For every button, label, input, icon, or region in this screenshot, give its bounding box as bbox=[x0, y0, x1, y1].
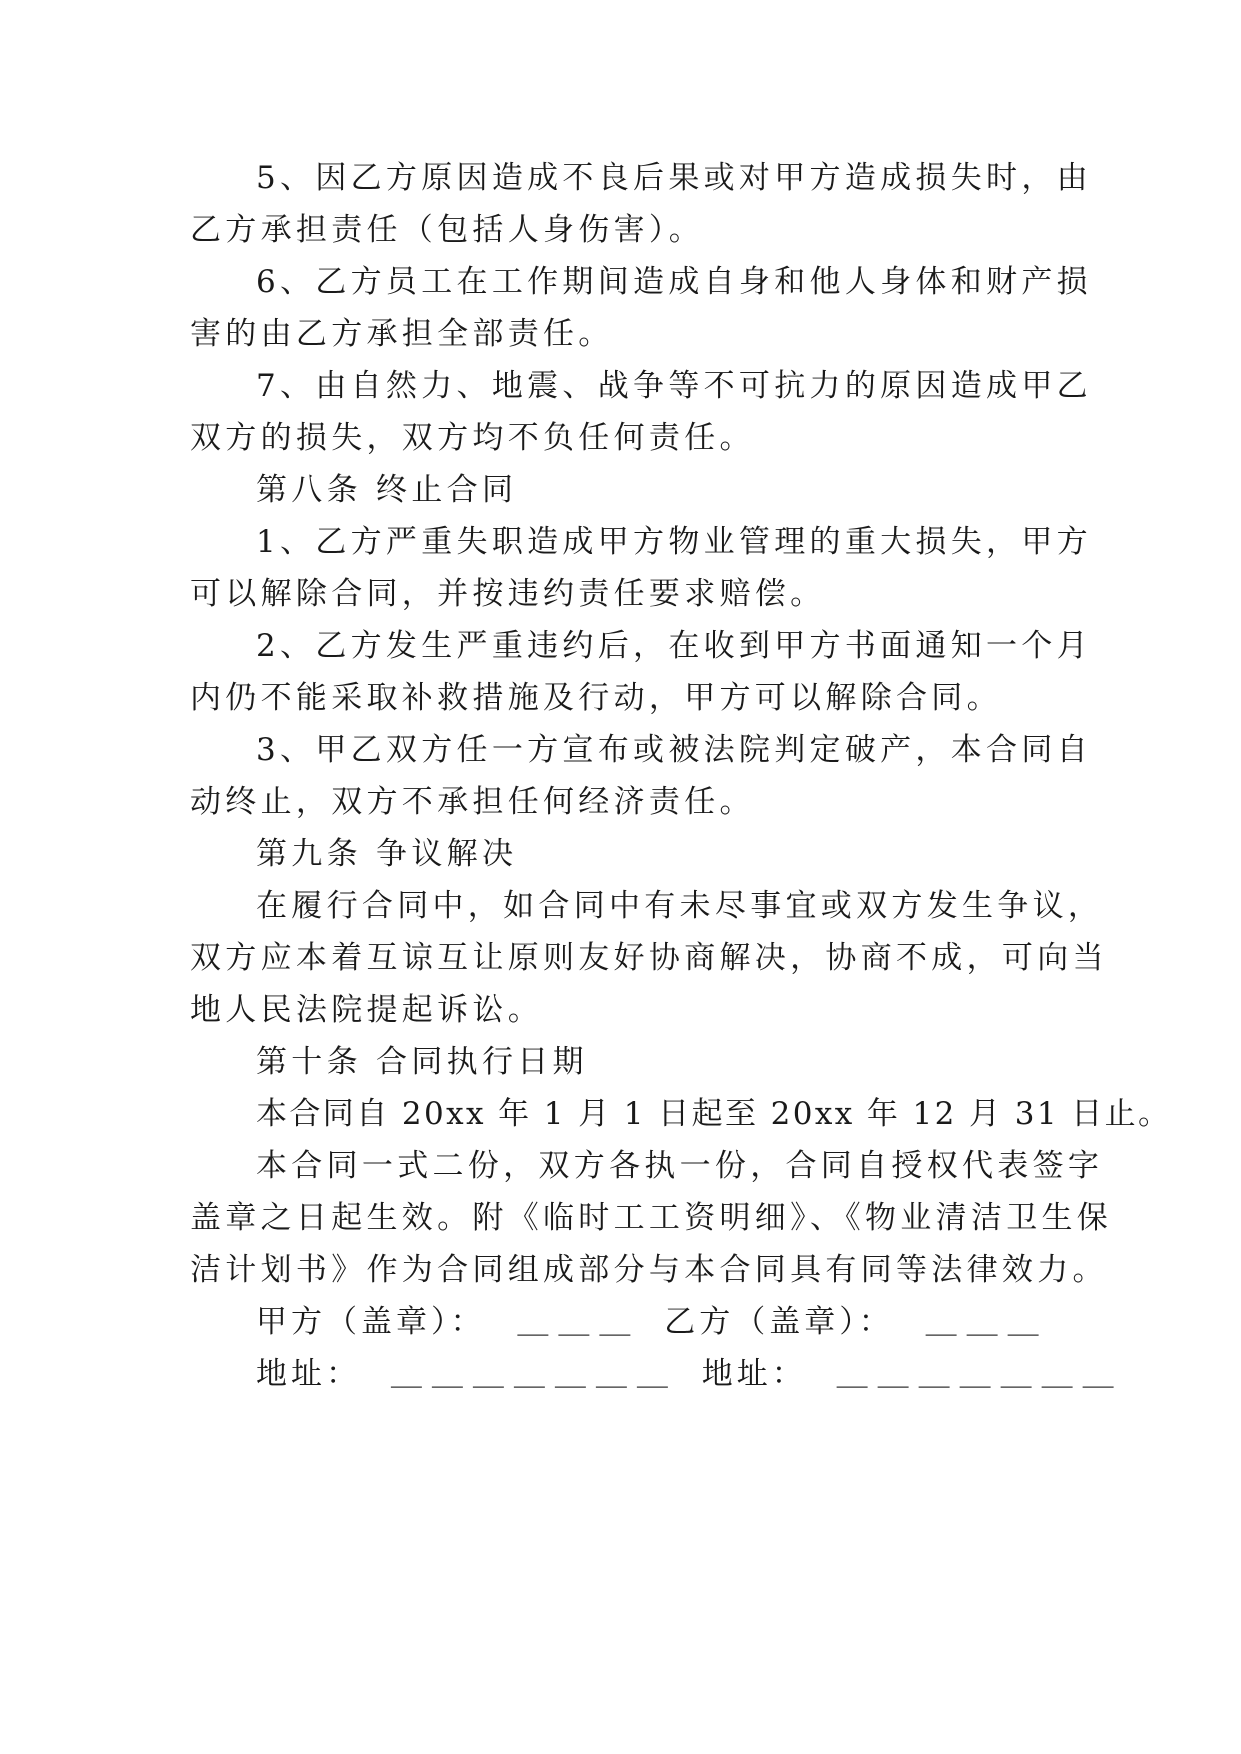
paragraph-line: 乙方承担责任（包括人身伤害）。 bbox=[190, 212, 704, 248]
party-b-seal-label: 乙方（盖章）： bbox=[664, 1304, 894, 1340]
party-a-address-blank: ＿＿＿＿＿＿＿ bbox=[390, 1356, 678, 1392]
paragraph-line: 2、乙方发生严重违约后，在收到甲方书面通知一个月 bbox=[256, 628, 1092, 664]
paragraph-line: 双方的损失，双方均不负任何责任。 bbox=[190, 420, 755, 456]
paragraph-line: 在履行合同中，如合同中有未尽事宜或双方发生争议， bbox=[256, 888, 1104, 924]
paragraph-line: 本合同一式二份，双方各执一份，合同自授权代表签字 bbox=[256, 1148, 1104, 1184]
paragraph-line: 1、乙方严重失职造成甲方物业管理的重大损失，甲方 bbox=[256, 524, 1092, 560]
paragraph-line: 内仍不能采取补救措施及行动，甲方可以解除合同。 bbox=[190, 680, 1002, 716]
party-a-address-label: 地址： bbox=[256, 1356, 361, 1392]
signature-row bbox=[256, 1302, 1049, 1342]
paragraph-line: 双方应本着互谅互让原则友好协商解决，协商不成，可向当 bbox=[190, 940, 1108, 976]
section-heading: 第九条 争议解决 bbox=[256, 836, 518, 872]
paragraph-line: 5、因乙方原因造成不良后果或对甲方造成损失时，由 bbox=[256, 160, 1092, 196]
paragraph-line: 洁计划书》作为合同组成部分与本合同具有同等法律效力。 bbox=[190, 1252, 1108, 1288]
party-b-address-label: 地址： bbox=[701, 1356, 807, 1392]
section-heading: 第十条 合同执行日期 bbox=[256, 1044, 588, 1080]
paragraph-line: 6、乙方员工在工作期间造成自身和他人身体和财产损 bbox=[256, 264, 1092, 300]
paragraph-line: 本合同自 20xx 年 1 月 1 日起至 20xx 年 12 月 31 日止。 bbox=[256, 1096, 1172, 1132]
paragraph-line: 害的由乙方承担全部责任。 bbox=[190, 316, 614, 352]
party-a-seal-blank: ＿＿＿ bbox=[517, 1304, 641, 1340]
paragraph-line: 7、由自然力、地震、战争等不可抗力的原因造成甲乙 bbox=[256, 368, 1092, 404]
paragraph-line: 地人民法院提起诉讼。 bbox=[190, 992, 543, 1028]
address-row bbox=[256, 1354, 1124, 1394]
paragraph-line: 动终止，双方不承担任何经济责任。 bbox=[190, 784, 755, 820]
party-a-seal-label: 甲方（盖章）： bbox=[256, 1304, 486, 1340]
paragraph-line: 3、甲乙双方任一方宣布或被法院判定破产，本合同自 bbox=[256, 732, 1092, 768]
section-heading: 第八条 终止合同 bbox=[256, 472, 518, 508]
party-b-seal-blank: ＿＿＿ bbox=[925, 1304, 1049, 1340]
paragraph-line: 盖章之日起生效。附《临时工工资明细》、《物业清洁卫生保 bbox=[190, 1200, 1113, 1236]
party-b-address-blank: ＿＿＿＿＿＿＿ bbox=[836, 1356, 1124, 1392]
paragraph-line: 可以解除合同，并按违约责任要求赔偿。 bbox=[190, 576, 826, 612]
